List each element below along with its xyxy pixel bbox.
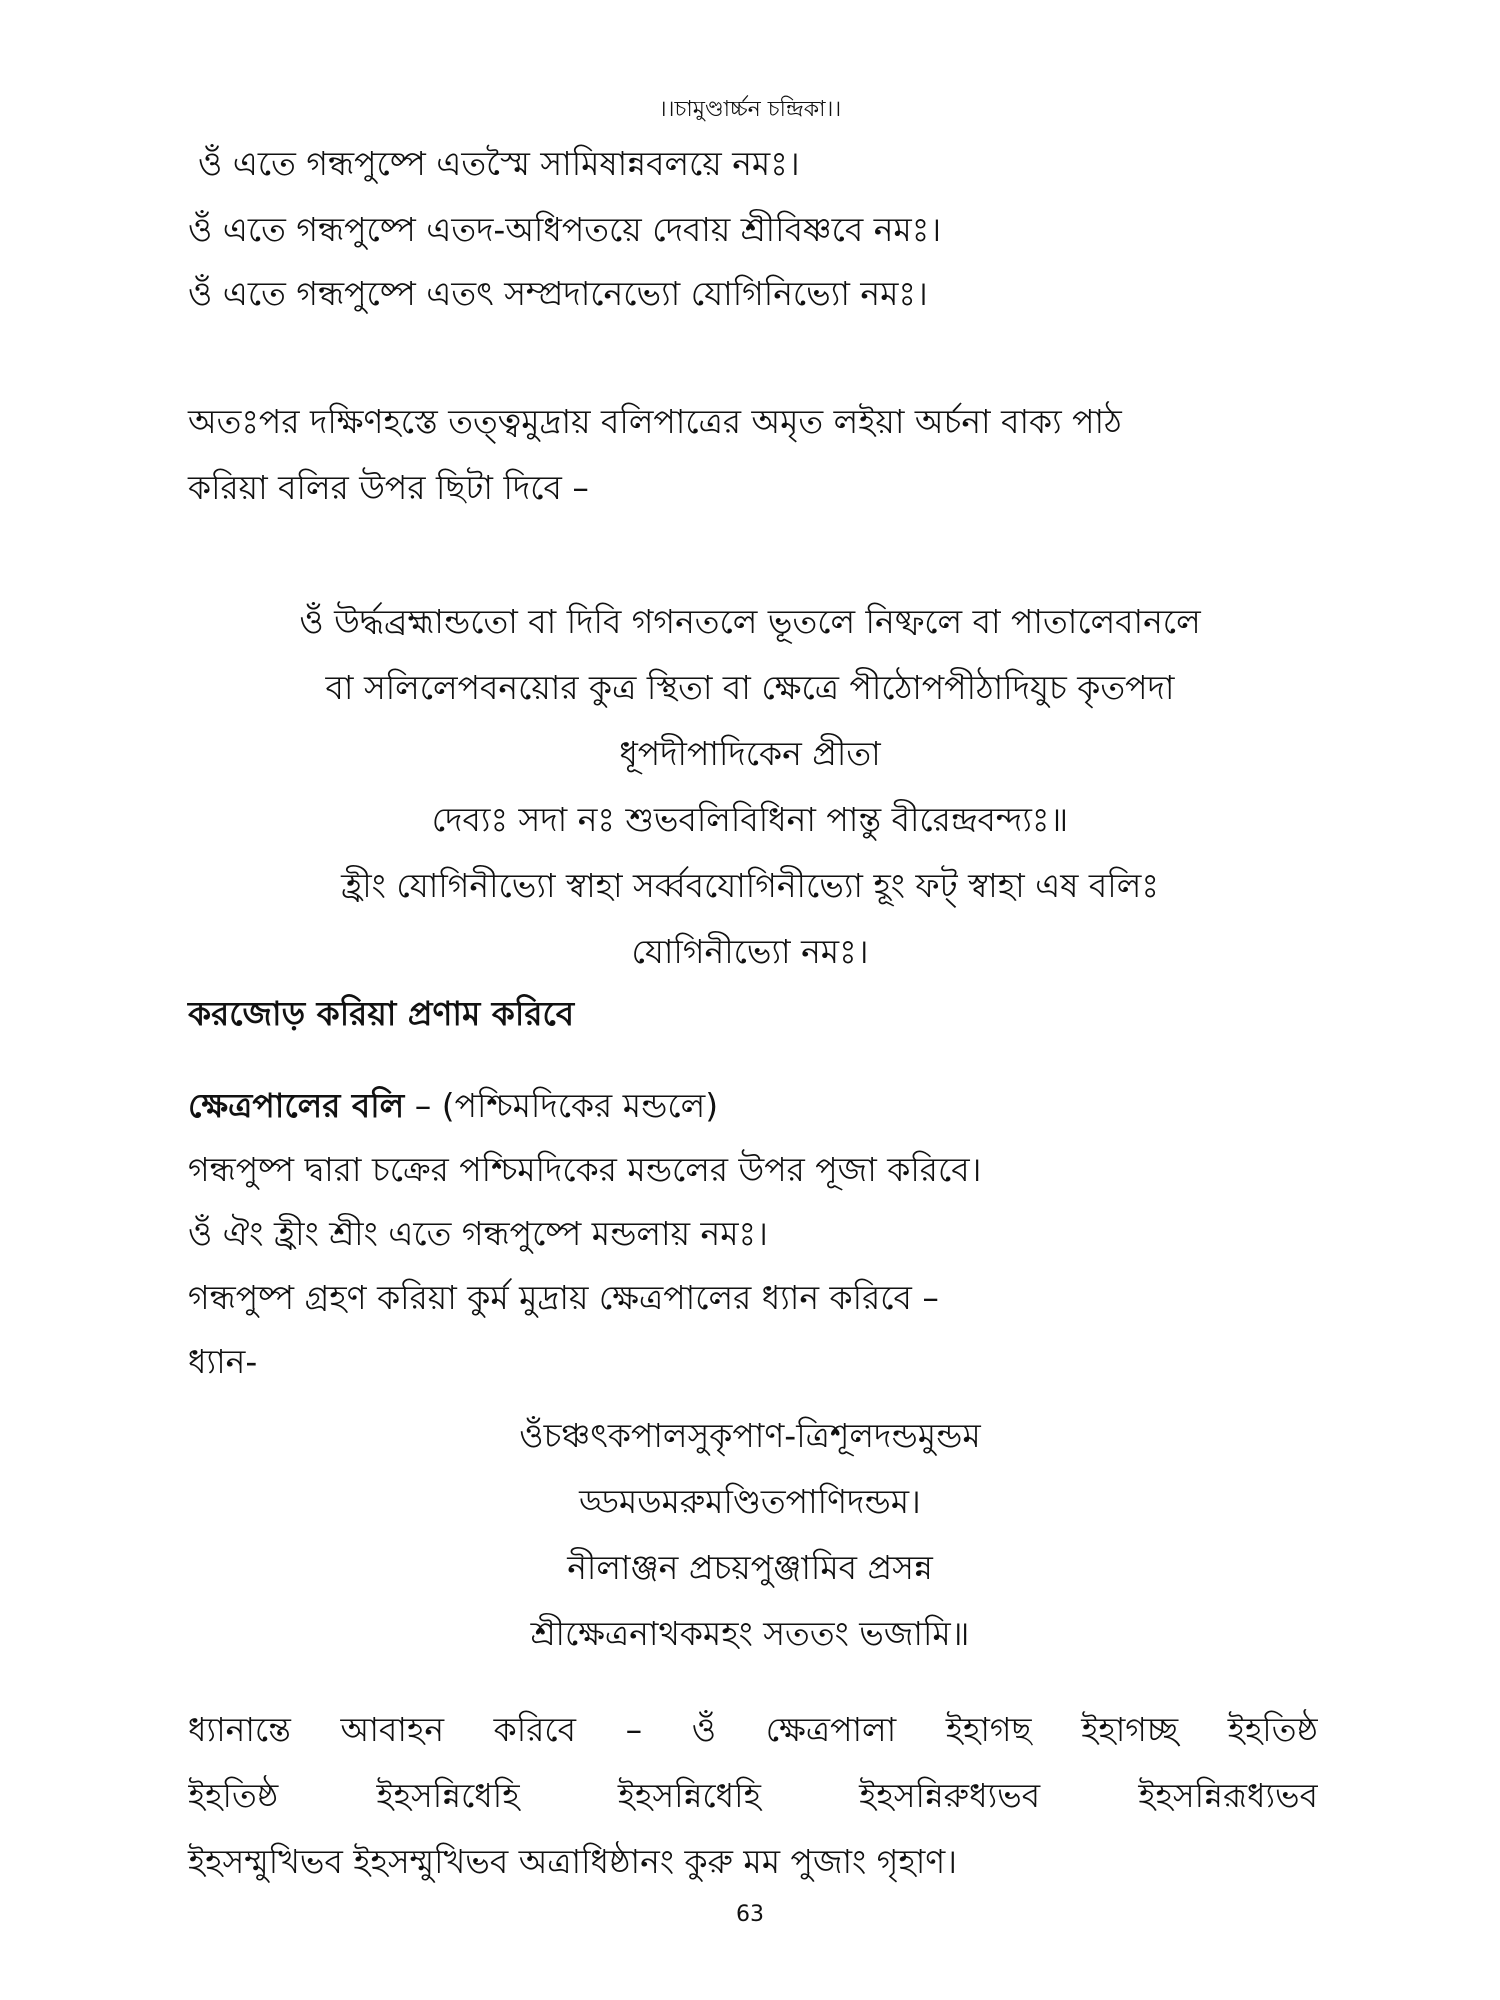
- centered-mantra-line: যোগিনীভ্যো নমঃ।: [631, 932, 869, 971]
- dhyana-label: ধ্যান-: [188, 1342, 258, 1381]
- instruction-line: ওঁ ঐং হ্রীং শ্রীং এতে গন্ধপুষ্পে মন্ডলায় নমঃ।: [188, 1214, 768, 1253]
- mantra-line: ওঁ এতে গন্ধপুষ্পে এতদ-অধিপতয়ে দেবায় শ্রীবিষ্ণবে নমঃ।: [188, 210, 942, 249]
- paragraph-line: ধ্যানান্তে আবাহন করিবে – ওঁ ক্ষেত্রপালা ইহাগছ ইহাগচ্ছ ইহতিষ্ঠ: [188, 1710, 1318, 1749]
- paragraph-line: ইহসম্মুখিভব ইহসম্মুখিভব অত্রাধিষ্ঠানং কুরু মম পুজাং গৃহাণ।: [188, 1842, 958, 1881]
- centered-mantra-line: হ্রীং যোগিনীভ্যো স্বাহা সর্ব্ববযোগিনীভ্যো হূং ফট্ স্বাহা এষ বলিঃ: [341, 866, 1159, 905]
- section-title: [188, 1084, 718, 1128]
- dhyana-line: নীলাঞ্জন প্রচয়পুঞ্জামিব প্রসন্ন: [567, 1548, 933, 1587]
- mantra-line: ওঁ এতে গন্ধপুষ্পে এতস্মৈ সামিষান্নবলয়ে নমঃ।: [198, 144, 800, 183]
- section-title-bold: ক্ষেত্রপালের বলি: [188, 1086, 405, 1125]
- instruction-line: অতঃপর দক্ষিণহস্তে তত্ত্বমুদ্রায় বলিপাত্রের অমৃত লইয়া অর্চনা বাক্য পাঠ: [188, 402, 1122, 441]
- running-header: ।।চামুণ্ডার্চ্চন চন্দ্রিকা।।: [658, 97, 842, 122]
- dhyana-line: ওঁচঞ্চৎকপালসুকৃপাণ-ত্রিশূলদন্ডমুন্ডম: [519, 1416, 981, 1455]
- instruction-line: করিয়া বলির উপর ছিটা দিবে –: [188, 468, 589, 507]
- dhyana-line: ড্ডমডমরুমণ্ডিতপাণিদন্ডম।: [579, 1482, 921, 1521]
- section-title-rest: – (পশ্চিমদিকের মন্ডলে): [404, 1086, 719, 1125]
- centered-mantra-line: ওঁ উর্দ্ধব্রহ্মান্ডতো বা দিবি গগনতলে ভূতলে নিষ্ফলে বা পাতালেবানলে: [299, 602, 1201, 641]
- centered-mantra-line: বা সলিলেপবনয়োর কুত্র স্থিতা বা ক্ষেত্রে পীঠোপপীঠাদিযুচ কৃতপদা: [325, 668, 1175, 707]
- centered-mantra-line: দেব্যঃ সদা নঃ শুভবলিবিধিনা পান্তু বীরেন্দ্রবন্দ্যঃ॥: [431, 800, 1069, 839]
- instruction-line: গন্ধপুষ্প দ্বারা চক্রের পশ্চিমদিকের মন্ডলের উপর পূজা করিবে।: [188, 1150, 982, 1189]
- page-number: 63: [736, 1902, 764, 1927]
- dhyana-line: শ্রীক্ষেত্রনাথকমহং সততং ভজামি॥: [530, 1614, 970, 1653]
- mantra-line: ওঁ এতে গন্ধপুষ্পে এতৎ সম্প্রদানেভ্যো যোগিনিভ্যো নমঃ।: [188, 274, 928, 313]
- centered-mantra-line: ধূপদীপাদিকেন প্রীতা: [619, 734, 881, 773]
- section-heading: করজোড় করিয়া প্রণাম করিবে: [188, 994, 575, 1033]
- instruction-line: গন্ধপুষ্প গ্রহণ করিয়া কুর্ম মুদ্রায় ক্ষেত্রপালের ধ্যান করিবে –: [188, 1278, 939, 1317]
- paragraph-line: ইহতিষ্ঠ ইহসন্নিধেহি ইহসন্নিধেহি ইহসন্নিরুধ্যভব ইহসন্নিরূধ্যভব: [188, 1776, 1318, 1815]
